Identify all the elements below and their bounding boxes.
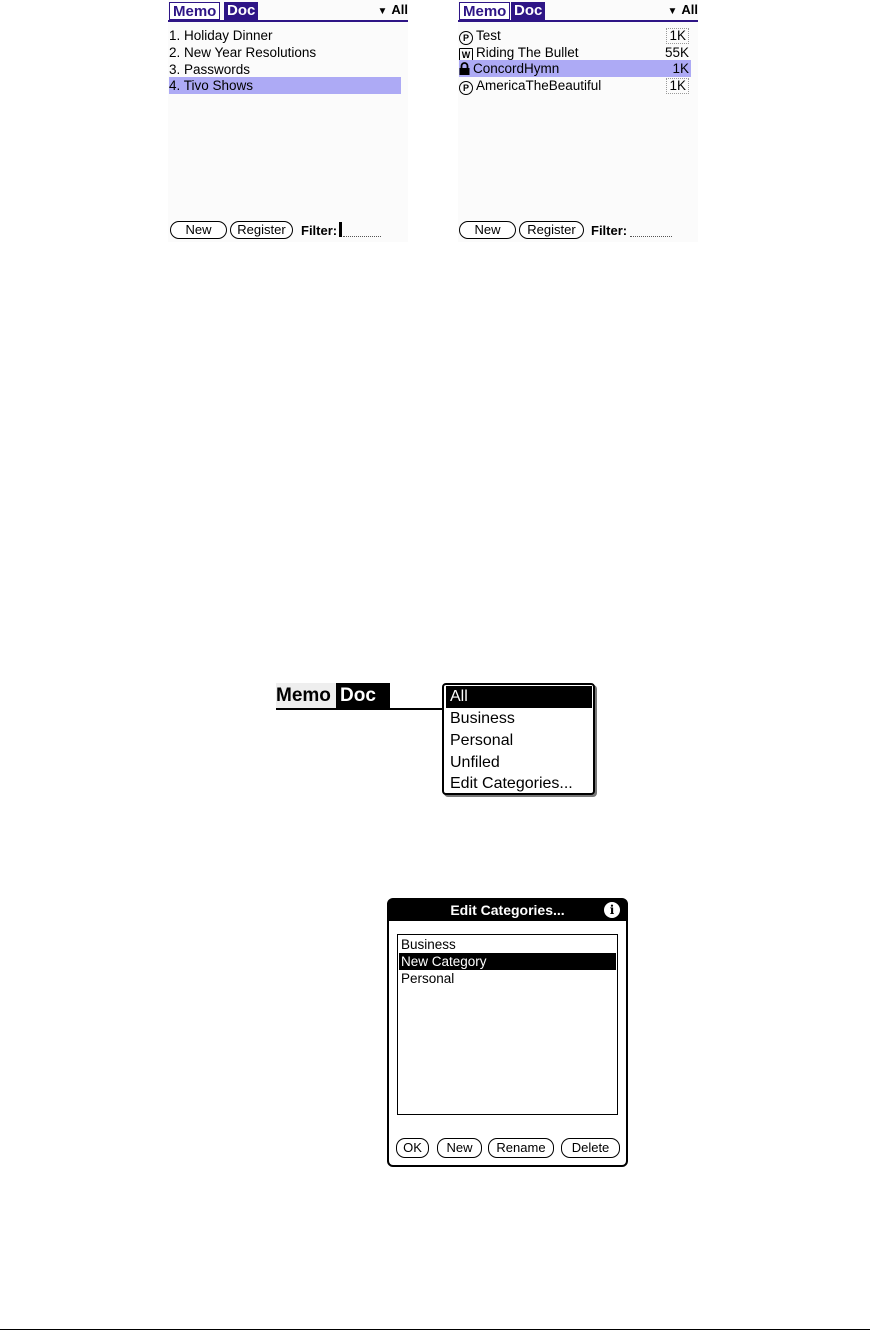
lock-icon	[459, 62, 470, 75]
doc-list-screen	[458, 0, 698, 242]
dialog-title-bar	[389, 900, 626, 921]
memo-row[interactable]	[169, 61, 401, 78]
page-footer-rule	[0, 1329, 870, 1330]
title-underline	[276, 708, 444, 710]
memo-row-selected[interactable]	[169, 77, 401, 94]
doc-title: Riding The Bullet	[476, 45, 579, 60]
register-button[interactable]: Register	[519, 221, 584, 239]
doc-size: 1K	[672, 61, 689, 76]
info-icon[interactable]: i	[604, 902, 620, 918]
memo-tab[interactable]: Memo	[276, 683, 336, 709]
doc-title: Test	[476, 28, 501, 43]
memo-tab[interactable]: Memo	[169, 2, 220, 20]
category-option-unfiled[interactable]: Unfiled	[450, 754, 500, 771]
doc-size: 1K	[666, 78, 689, 94]
memo-title: 1. Holiday Dinner	[169, 28, 273, 43]
title-underline	[168, 20, 408, 22]
memo-title: 4. Tivo Shows	[169, 78, 254, 93]
filter-input[interactable]	[343, 222, 381, 237]
category-list-item-selected[interactable]: New Category	[399, 953, 616, 970]
doc-title: ConcordHymn	[473, 61, 560, 76]
doc-tab[interactable]: Doc	[336, 683, 390, 709]
category-picker[interactable]	[377, 2, 408, 18]
doc-tab[interactable]: Doc	[511, 2, 545, 20]
doc-size: 1K	[666, 28, 689, 44]
memo-title: 3. Passwords	[169, 62, 251, 77]
title-underline	[458, 20, 698, 22]
register-button[interactable]: Register	[230, 221, 293, 239]
new-button[interactable]: New	[437, 1138, 482, 1158]
p-icon: P	[459, 81, 473, 95]
w-icon: W	[459, 48, 473, 62]
delete-button[interactable]: Delete	[561, 1138, 620, 1158]
new-button[interactable]: New	[170, 221, 227, 239]
title-bar	[458, 0, 698, 22]
title-bar	[168, 0, 408, 22]
memo-list-screen	[168, 0, 408, 242]
category-label: All	[681, 2, 698, 17]
category-option-all[interactable]: All	[446, 686, 592, 708]
dialog-title: Edit Categories...	[450, 902, 565, 918]
category-option-business[interactable]: Business	[450, 710, 515, 727]
doc-row[interactable]	[459, 44, 691, 61]
memo-title: 2. New Year Resolutions	[169, 45, 317, 60]
dropdown-triangle-icon: ▼	[377, 6, 388, 17]
doc-tab[interactable]: Doc	[224, 2, 258, 20]
category-option-edit[interactable]: Edit Categories...	[450, 775, 573, 792]
category-label: All	[391, 2, 408, 17]
category-list	[397, 934, 618, 1115]
category-list-item[interactable]: Personal	[401, 971, 455, 986]
doc-title: AmericaTheBeautiful	[476, 78, 602, 93]
filter-input[interactable]	[630, 222, 672, 237]
rename-button[interactable]: Rename	[488, 1138, 554, 1158]
filter-label: Filter:	[301, 223, 338, 238]
category-list-item[interactable]: Business	[401, 937, 456, 952]
doc-row-selected[interactable]	[459, 60, 691, 77]
category-popup-menu	[442, 683, 595, 795]
category-picker[interactable]	[667, 2, 698, 18]
filter-label: Filter:	[591, 223, 628, 238]
doc-row[interactable]	[459, 27, 691, 44]
doc-size: 55K	[664, 45, 689, 60]
doc-row[interactable]	[459, 77, 691, 94]
new-button[interactable]: New	[459, 221, 516, 239]
category-option-personal[interactable]: Personal	[450, 732, 514, 749]
memo-row[interactable]	[169, 27, 401, 44]
edit-categories-dialog	[387, 898, 628, 1167]
text-cursor	[339, 222, 342, 237]
memo-tab[interactable]: Memo	[459, 2, 510, 20]
dropdown-triangle-icon: ▼	[667, 6, 678, 17]
memo-row[interactable]	[169, 44, 401, 61]
p-icon: P	[459, 31, 473, 45]
ok-button[interactable]: OK	[396, 1138, 429, 1158]
